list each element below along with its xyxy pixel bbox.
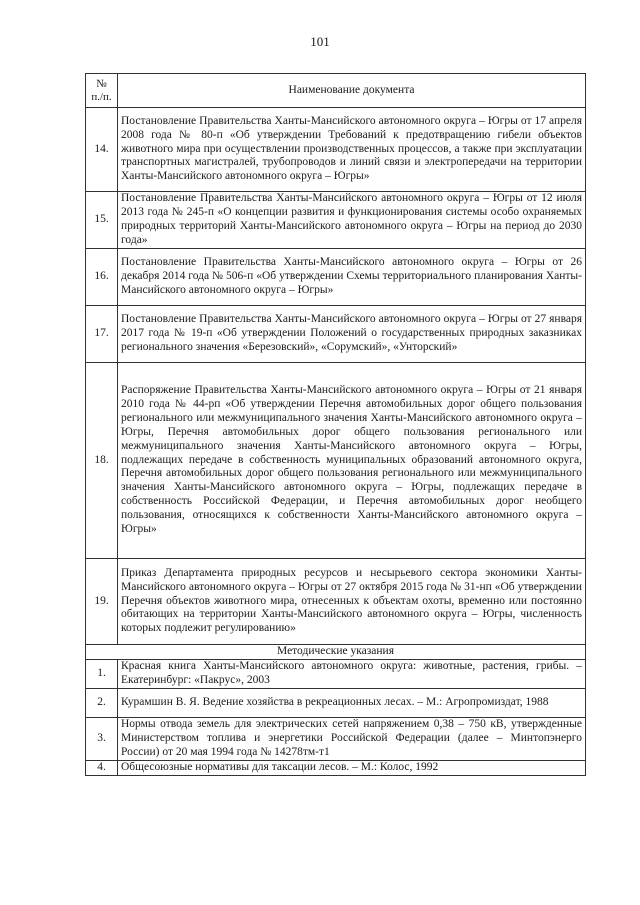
row-number: 19. — [86, 559, 118, 645]
table-row — [86, 660, 586, 689]
section-title: Методические указания — [86, 645, 586, 660]
row-number: 18. — [86, 363, 118, 559]
row-document: Постановление Правительства Ханты-Мансийского автономного округа – Югры от 27 января 2017 года № 19-п «Об утверждении Положений о государственных природных заказниках регионального значения «Березовский», «Сорумский», «Унторский» — [118, 306, 586, 363]
table-row — [86, 718, 586, 761]
row-number: 15. — [86, 192, 118, 249]
table-header-row — [86, 74, 586, 108]
row-number: 2. — [86, 689, 118, 718]
section-row — [86, 645, 586, 660]
header-num-label: № п./п. — [91, 78, 112, 103]
row-document: Приказ Департамента природных ресурсов и несырьевого сектора экономики Ханты-Мансийского автономного округа – Югры от 27 октября 2015 года № 31-нп «Об утверждении Перечня объектов животного мира, отнесенных к объектам охоты, временно или постоянно обитающих на территории Ханты-Мансийского автономного округа – Югры, численность которых подлежит регулированию» — [118, 559, 586, 645]
table-row — [86, 761, 586, 776]
table-row — [86, 108, 586, 192]
row-number: 14. — [86, 108, 118, 192]
row-document: Постановление Правительства Ханты-Мансийского автономного округа – Югры от 26 декабря 2014 года № 506-п «Об утверждении Схемы территориального планирования Ханты-Мансийского автономного округа – Югры» — [118, 249, 586, 306]
table-row — [86, 249, 586, 306]
row-document: Постановление Правительства Ханты-Мансийского автономного округа – Югры от 12 июля 2013 года № 245-п «О концепции развития и функционирования системы особо охраняемых природных территорий Ханты-Мансийского автономного округа – Югры на период до 2030 года» — [118, 192, 586, 249]
row-document: Распоряжение Правительства Ханты-Мансийского автономного округа – Югры от 21 января 2010 года № 44-рп «Об утверждении Перечня автомобильных дорог общего пользования регионального или межмуниципального значения Ханты-Мансийского автономного округа – Югры, Перечня автомобильных дорог общего пользования регионального или межмуниципального значения Ханты-Мансийского автономного округа – Югры, подлежащих передаче в собственность муниципальных образований автономного округа, Перечня автомобильных дорог общего пользования регионального или межмуниципального значения Ханты-Мансийского автономного округа – Югры, подлежащих передаче в собственность Российской Федерации, и Перечня автомобильных дорог необщего пользования, относящихся к собственности Ханты-Мансийского автономного округа – Югры» — [118, 363, 586, 559]
row-number: 3. — [86, 718, 118, 761]
header-num — [86, 74, 118, 108]
row-document: Красная книга Ханты-Мансийского автономного округа: животные, растения, грибы. – Екатеринбург: «Пакрус», 2003 — [118, 660, 586, 689]
row-number: 1. — [86, 660, 118, 689]
row-document: Нормы отвода земель для электрических сетей напряжением 0,38 – 750 кВ, утвержденные Министерством топлива и энергетики Российской Федерации (далее – Минтопэнерго России) от 20 мая 1994 года № 14278тм-т1 — [118, 718, 586, 761]
page-number: 101 — [310, 34, 330, 49]
table-row — [86, 363, 586, 559]
table-row — [86, 689, 586, 718]
table-row — [86, 559, 586, 645]
row-document: Общесоюзные нормативы для таксации лесов. – М.: Колос, 1992 — [118, 761, 586, 776]
header-name: Наименование документа — [118, 74, 586, 108]
documents-table — [85, 73, 586, 776]
table-row — [86, 306, 586, 363]
row-document: Курамшин В. Я. Ведение хозяйства в рекреационных лесах. – М.: Агропромиздат, 1988 — [118, 689, 586, 718]
row-number: 16. — [86, 249, 118, 306]
row-number: 17. — [86, 306, 118, 363]
row-number: 4. — [86, 761, 118, 776]
table-row — [86, 192, 586, 249]
row-document: Постановление Правительства Ханты-Мансийского автономного округа – Югры от 17 апреля 2008 года № 80-п «Об утверждении Требований к предотвращению гибели объектов животного мира при осуществлении производственных процессов, а также при эксплуатации транспортных магистралей, трубопроводов и линий связи и электропередачи на территории Ханты-Мансийского автономного округа – Югры» — [118, 108, 586, 192]
